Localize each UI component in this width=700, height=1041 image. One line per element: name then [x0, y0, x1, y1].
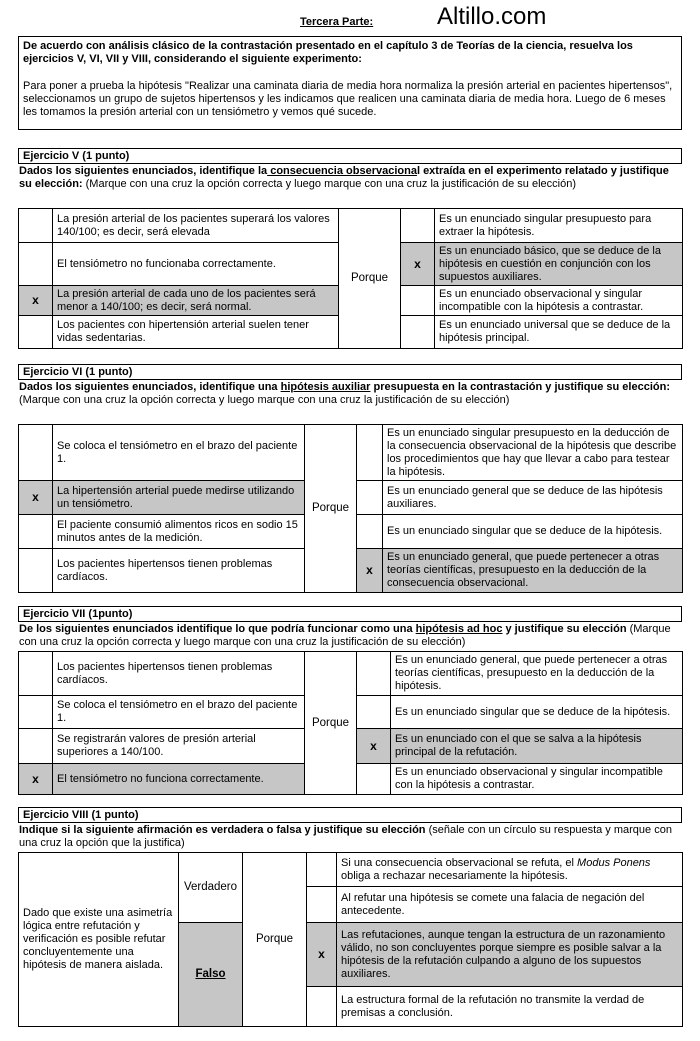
site-watermark: Altillo.com — [437, 3, 547, 30]
ex6-left-mark-1[interactable]: x — [19, 481, 53, 515]
intro-heading: De acuerdo con análisis clásico de la contrastación presentado en el capítulo 3 de Teorías de la ciencia, resuelva los ejercicios V, VI, VII y VIII, considerando el siguiente experimento: — [23, 40, 633, 65]
ex8-right-option-0-italic: Modus Ponens — [577, 856, 651, 869]
ex7-right-option-2[interactable]: Es un enunciado con el que se salva a la hipótesis principal de la refutación. — [391, 729, 683, 764]
ex6-instr-bold2: presupuesta en la contrastación y justifique su elección: — [370, 381, 670, 393]
ex6-connector: Porque — [305, 425, 357, 593]
ex7-instr-bold2: y justifique su elección — [502, 623, 627, 635]
ex5-header: Ejercicio V (1 punto) — [18, 148, 682, 164]
ex8-statement: Dado que existe una asimetría lógica entre refutación y verificación es posible refutar concluyentemente una hipótesis de manera aislada. — [19, 853, 179, 1027]
ex6-right-option-0[interactable]: Es un enunciado singular presupuesto en la deducción de la consecuencia observacional de la hipótesis que describe los procedimientos que hay que llevar a cabo para testear la hipótesis. — [383, 425, 683, 481]
ex7-header: Ejercicio VII (1punto) — [18, 606, 682, 622]
ex6-left-mark-0[interactable] — [19, 425, 53, 481]
ex5-instr-bold1: Dados los siguientes enunciados, identifique la — [19, 165, 268, 177]
ex8-connector: Porque — [243, 853, 307, 1027]
ex6-header: Ejercicio VI (1 punto) — [18, 364, 682, 380]
ex5-left-option-3[interactable]: Los pacientes con hipertensión arterial suelen tener vidas sedentarias. — [53, 316, 339, 349]
ex6-left-option-0[interactable]: Se coloca el tensiómetro en el brazo del paciente 1. — [53, 425, 305, 481]
ex8-header: Ejercicio VIII (1 punto) — [18, 807, 682, 823]
ex7-left-mark-1[interactable] — [19, 696, 53, 729]
ex7-left-option-1[interactable]: Se coloca el tensiómetro en el brazo del paciente 1. — [53, 696, 305, 729]
ex7-instr-normal: (Marque con una cruz la opción correcta y luego marque con una cruz la justificación de su elección) — [19, 623, 671, 648]
ex6-left-option-3[interactable]: Los pacientes hipertensos tienen problemas cardíacos. — [53, 549, 305, 593]
ex8-table — [18, 852, 683, 1027]
ex5-right-option-3[interactable]: Es un enunciado universal que se deduce de la hipótesis principal. — [435, 316, 683, 349]
ex6-instr-bold1: Dados los siguientes enunciados, identifique una — [19, 381, 281, 393]
ex6-right-option-2[interactable]: Es un enunciado singular que se deduce de la hipótesis. — [383, 515, 683, 549]
ex8-right-option-3[interactable]: La estructura formal de la refutación no transmite la verdad de premisas a conclusión. — [337, 987, 683, 1027]
ex8-instr-bold1: Indique si la siguiente afirmación es verdadera o falsa y justifique su elección — [19, 824, 426, 836]
ex6-left-option-2[interactable]: El paciente consumió alimentos ricos en sodio 15 minutos antes de la medición. — [53, 515, 305, 549]
ex5-instr-key: consecuencia observaciona — [267, 165, 417, 177]
ex6-right-option-1[interactable]: Es un enunciado general que se deduce de las hipótesis auxiliares. — [383, 481, 683, 515]
ex6-left-mark-2[interactable] — [19, 515, 53, 549]
ex8-right-mark-0[interactable] — [307, 853, 337, 887]
ex7-left-option-2[interactable]: Se registrarán valores de presión arterial superiores a 140/100. — [53, 729, 305, 764]
ex7-left-option-3[interactable]: El tensiómetro no funciona correctamente. — [53, 764, 305, 795]
ex7-left-mark-3[interactable]: x — [19, 764, 53, 795]
ex7-instr-bold1: De los siguientes enunciados identifique lo que podría funcionar como una — [19, 623, 416, 635]
ex5-right-mark-1[interactable]: x — [401, 243, 435, 286]
ex8-right-mark-1[interactable] — [307, 887, 337, 923]
ex5-left-mark-0[interactable] — [19, 209, 53, 243]
ex6-instructions — [18, 381, 682, 407]
ex5-left-mark-3[interactable] — [19, 316, 53, 349]
intro-body: Para poner a prueba la hipótesis "Realizar una caminata diaria de media hora normaliza la presión arterial en pacientes hipertensos", seleccionamos un grupo de sujetos hipertensos y les indicamos que realicen una caminata diaria de media hora. Luego de 6 meses les tomamos la presión arterial con un tensiómetro y vemos qué sucede. — [23, 80, 673, 118]
ex6-right-mark-0[interactable] — [357, 425, 383, 481]
ex8-true-option[interactable]: Verdadero — [179, 853, 243, 923]
ex8-right-mark-2[interactable]: x — [307, 923, 337, 987]
ex5-left-option-2[interactable]: La presión arterial de cada uno de los pacientes será menor a 140/100; es decir, será normal. — [53, 286, 339, 316]
ex8-right-option-0-a: Si una consecuencia observacional se refuta, el — [341, 856, 578, 869]
ex7-left-mark-0[interactable] — [19, 652, 53, 696]
ex6-right-mark-3[interactable]: x — [357, 549, 383, 593]
ex7-right-mark-1[interactable] — [357, 696, 391, 729]
ex5-instructions — [18, 165, 682, 191]
ex7-left-option-0[interactable]: Los pacientes hipertensos tienen problemas cardíacos. — [53, 652, 305, 696]
ex5-right-mark-3[interactable] — [401, 316, 435, 349]
ex7-table — [18, 651, 683, 795]
ex6-right-mark-2[interactable] — [357, 515, 383, 549]
ex6-instr-normal: (Marque con una cruz la opción correcta y luego marque con una cruz la justificación de su elección) — [19, 394, 510, 406]
ex7-right-mark-0[interactable] — [357, 652, 391, 696]
part-title: Tercera Parte: — [300, 16, 374, 28]
ex5-left-option-1[interactable]: El tensiómetro no funcionaba correctamente. — [53, 243, 339, 286]
ex7-right-mark-3[interactable] — [357, 764, 391, 795]
ex5-left-option-0[interactable]: La presión arterial de los pacientes superará los valores 140/100; es decir, será elevada — [53, 209, 339, 243]
ex7-right-option-1[interactable]: Es un enunciado singular que se deduce de la hipótesis. — [391, 696, 683, 729]
ex6-right-option-3[interactable]: Es un enunciado general, que puede pertenecer a otras teorías científicas, presupuesto en la deducción de la consecuencia observacional. — [383, 549, 683, 593]
ex5-right-mark-0[interactable] — [401, 209, 435, 243]
ex8-false-option[interactable]: Falso — [179, 923, 243, 1027]
ex8-right-option-0[interactable] — [337, 853, 683, 887]
ex5-left-mark-1[interactable] — [19, 243, 53, 286]
ex7-connector: Porque — [305, 652, 357, 795]
ex8-right-option-1[interactable]: Al refutar una hipótesis se comete una falacia de negación del antecedente. — [337, 887, 683, 923]
ex6-instr-key: hipótesis auxiliar — [280, 381, 371, 393]
ex7-right-option-3[interactable]: Es un enunciado observacional y singular incompatible con la hipótesis a contrastar. — [391, 764, 683, 795]
ex5-connector: Porque — [339, 209, 401, 349]
ex5-table — [18, 208, 683, 349]
intro-box — [18, 36, 682, 130]
ex5-left-mark-2[interactable]: x — [19, 286, 53, 316]
ex8-right-option-2[interactable]: Las refutaciones, aunque tengan la estructura de un razonamiento válido, no son concluyentes porque siempre es posible salvar a la hipótesis de la refutación culpando a alguno de los supuestos auxiliares. — [337, 923, 683, 987]
ex7-right-option-0[interactable]: Es un enunciado general, que puede pertenecer a otras teorías científicas, presupuesto en la deducción de la hipótesis. — [391, 652, 683, 696]
ex5-instr-normal: (Marque con una cruz la opción correcta y luego marque con una cruz la justificación de su elección) — [82, 178, 577, 190]
ex5-right-option-2[interactable]: Es un enunciado observacional y singular incompatible con la hipótesis a contrastar. — [435, 286, 683, 316]
ex8-right-option-0-b: obliga a rechazar necesariamente la hipótesis. — [341, 869, 568, 882]
ex5-right-option-1[interactable]: Es un enunciado básico, que se deduce de la hipótesis en cuestión en conjunción con los supuestos auxiliares. — [435, 243, 683, 286]
ex5-instr-bold2: l extraída en el experimento relatado y justifique su elección: — [19, 165, 669, 190]
ex6-table — [18, 424, 683, 593]
ex6-left-option-1[interactable]: La hipertensión arterial puede medirse utilizando un tensiómetro. — [53, 481, 305, 515]
ex7-instructions — [18, 623, 682, 649]
ex8-instructions — [18, 824, 682, 850]
ex6-right-mark-1[interactable] — [357, 481, 383, 515]
ex5-right-mark-2[interactable] — [401, 286, 435, 316]
ex7-right-mark-2[interactable]: x — [357, 729, 391, 764]
ex6-left-mark-3[interactable] — [19, 549, 53, 593]
ex8-instr-normal: (señale con un círculo su respuesta y marque con una cruz la opción que la justifica) — [19, 824, 672, 849]
ex7-instr-key: hipótesis ad hoc — [415, 623, 503, 635]
ex5-right-option-0[interactable]: Es un enunciado singular presupuesto para extraer la hipótesis. — [435, 209, 683, 243]
ex7-left-mark-2[interactable] — [19, 729, 53, 764]
ex8-right-mark-3[interactable] — [307, 987, 337, 1027]
